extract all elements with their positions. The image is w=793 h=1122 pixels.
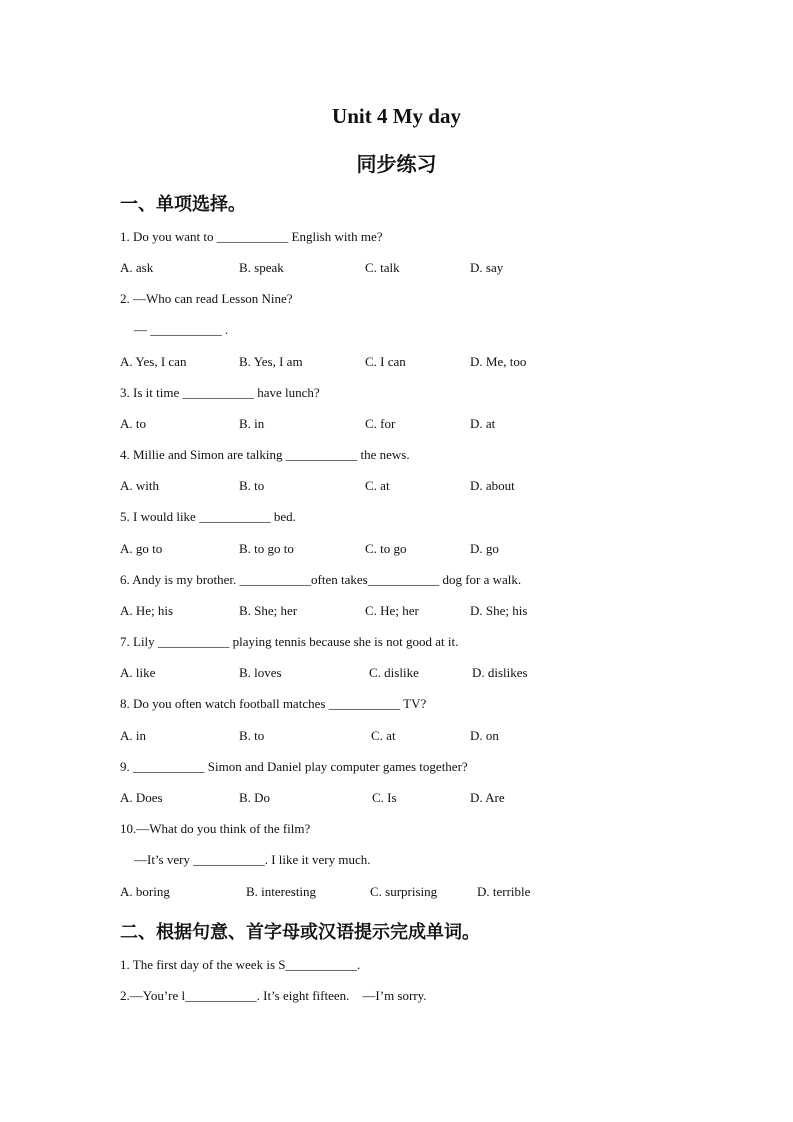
option-c: C. I can (365, 354, 406, 369)
question-stem-answer-line: — ___________ . (134, 322, 229, 337)
fill-in-question: 1. The first day of the week is S___________. (120, 957, 361, 972)
option-d: D. say (470, 260, 504, 275)
question-stem: 9. ___________ Simon and Daniel play computer games together? (120, 759, 468, 774)
question-stem: 7. Lily ___________ playing tennis because she is not good at it. (120, 634, 459, 649)
option-a: A. ask (120, 260, 154, 275)
question-stem: 2. —Who can read Lesson Nine? (120, 291, 293, 306)
question-stem: 6. Andy is my brother. ___________often takes___________ dog for a walk. (120, 572, 522, 587)
option-c: C. Is (372, 790, 397, 805)
question-stem: 3. Is it time ___________ have lunch? (120, 385, 320, 400)
question-stem: 8. Do you often watch football matches ___________ TV? (120, 696, 427, 711)
option-c: C. surprising (370, 884, 438, 899)
option-d: D. dislikes (472, 665, 528, 680)
question-stem: 1. Do you want to ___________ English with me? (120, 229, 383, 244)
option-d: D. go (470, 541, 499, 556)
section-heading-multiple-choice: 一、单项选择。 (120, 194, 246, 215)
option-b: B. to go to (239, 541, 294, 556)
question-stem-answer-line: —It’s very ___________. I like it very much. (134, 852, 371, 867)
option-b: B. in (239, 416, 265, 431)
option-d: D. about (470, 478, 515, 493)
option-c: C. to go (365, 541, 407, 556)
option-a: A. with (120, 478, 159, 493)
option-c: C. at (371, 728, 396, 743)
option-a: A. boring (120, 884, 170, 899)
option-d: D. at (470, 416, 496, 431)
question-stem: 10.—What do you think of the film? (120, 821, 311, 836)
option-d: D. She; his (470, 603, 528, 618)
option-d: D. Me, too (470, 354, 527, 369)
option-a: A. He; his (120, 603, 174, 618)
option-a: A. go to (120, 541, 163, 556)
option-d: D. Are (470, 790, 505, 805)
option-b: B. speak (239, 260, 284, 275)
option-c: C. He; her (365, 603, 419, 618)
option-a: A. to (120, 416, 146, 431)
question-stem: 5. I would like ___________ bed. (120, 509, 296, 524)
option-b: B. to (239, 728, 265, 743)
option-a: A. Yes, I can (120, 354, 187, 369)
page-subtitle: 同步练习 (356, 152, 437, 176)
option-c: C. at (365, 478, 390, 493)
option-b: B. Yes, I am (239, 354, 303, 369)
fill-in-question: 2.—You’re l___________. It’s eight fifteen. —I’m sorry. (120, 988, 427, 1003)
option-c: C. talk (365, 260, 400, 275)
option-d: D. terrible (477, 884, 531, 899)
option-b: B. She; her (239, 603, 298, 618)
option-a: A. in (120, 728, 146, 743)
option-b: B. Do (239, 790, 271, 805)
option-c: C. dislike (369, 665, 419, 680)
option-b: B. to (239, 478, 265, 493)
option-a: A. like (120, 665, 156, 680)
option-d: D. on (470, 728, 499, 743)
question-stem: 4. Millie and Simon are talking ___________ the news. (120, 447, 410, 462)
option-b: B. loves (239, 665, 282, 680)
option-b: B. interesting (246, 884, 317, 899)
section-heading-word-completion: 二、根据句意、首字母或汉语提示完成单词。 (120, 922, 480, 943)
page-title: Unit 4 My day (332, 104, 461, 128)
option-a: A. Does (120, 790, 163, 805)
option-c: C. for (365, 416, 396, 431)
